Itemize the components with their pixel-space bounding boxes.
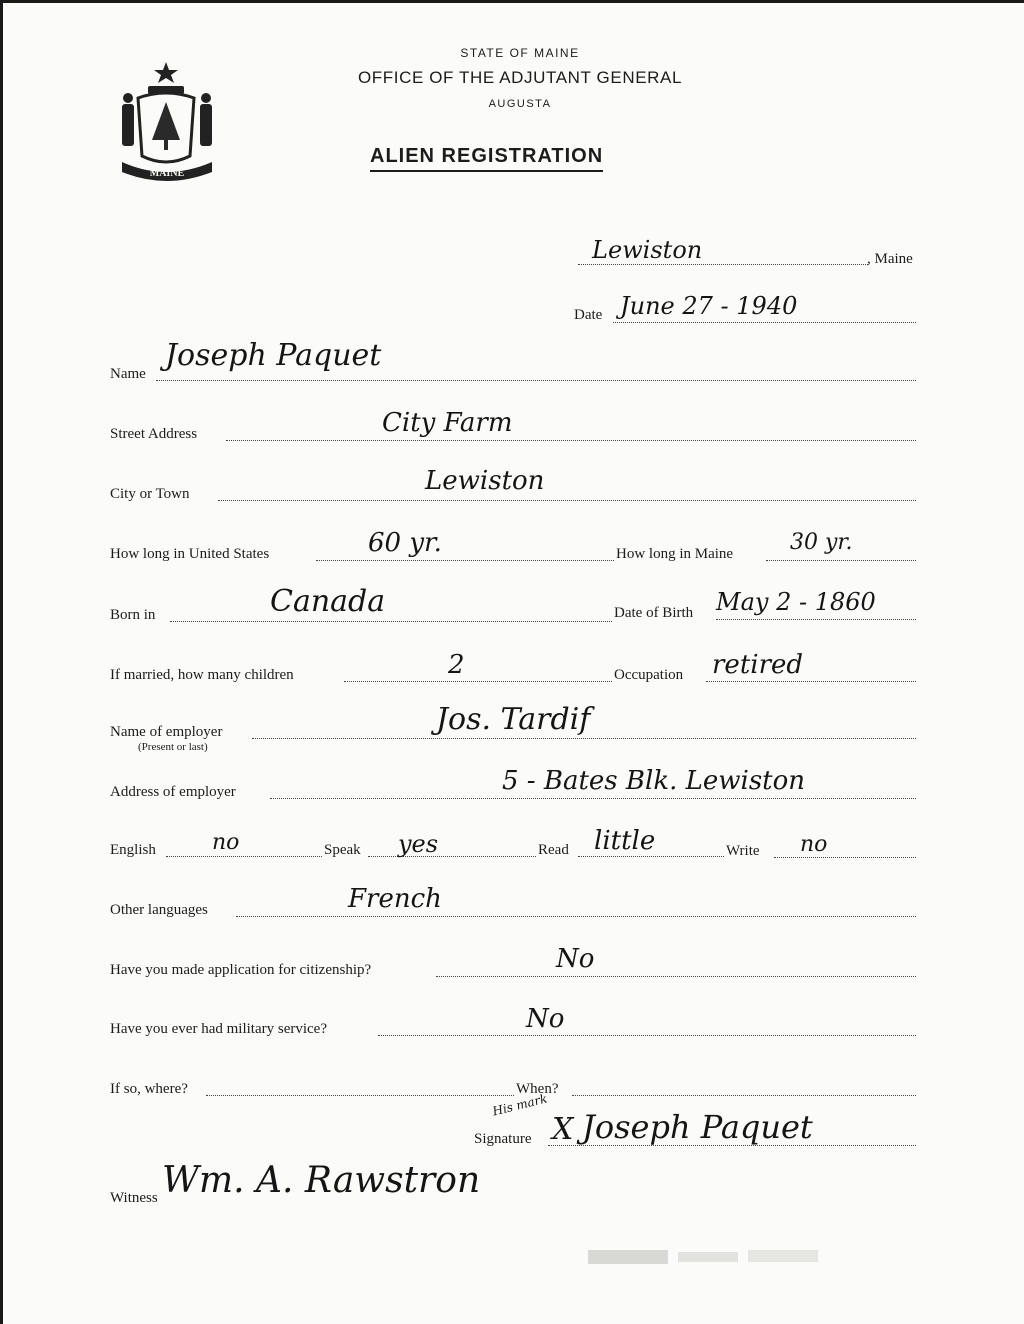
scan-edge-top <box>0 0 1024 3</box>
city-label: City or Town <box>110 486 190 502</box>
maine-state-seal-icon <box>108 58 228 188</box>
read-label: Read <box>538 842 569 858</box>
form-title: ALIEN REGISTRATION <box>370 145 603 172</box>
seal-farmer-figure <box>122 104 134 146</box>
witness-label: Witness <box>110 1190 158 1206</box>
city-value: Lewiston <box>425 466 545 496</box>
born-value: Canada <box>270 584 386 619</box>
where-line <box>206 1095 514 1096</box>
english-line <box>166 856 322 857</box>
seal-farmer-head <box>123 93 133 103</box>
english-value: no <box>212 830 240 855</box>
when-label: When? <box>516 1081 559 1097</box>
occupation-value: retired <box>712 650 804 680</box>
born-label: Born in <box>110 607 156 623</box>
witness-value: Wm. A. Rawstron <box>162 1160 481 1201</box>
speak-value: yes <box>398 830 439 858</box>
other-languages-label: Other languages <box>110 902 208 918</box>
place-line <box>578 264 868 265</box>
his-mark-note: His mark <box>491 1091 549 1119</box>
place-suffix: , Maine <box>867 251 913 267</box>
occupation-label: Occupation <box>614 667 684 683</box>
write-value: no <box>800 832 828 857</box>
maine-years-value: 30 yr. <box>790 530 853 555</box>
place-value: Lewiston <box>592 236 703 264</box>
dob-line <box>716 619 916 620</box>
dob-label: Date of Birth <box>614 605 694 621</box>
office-heading: OFFICE OF THE ADJUTANT GENERAL <box>357 68 683 87</box>
employer-label: Name of employer <box>110 724 223 740</box>
citizenship-value: No <box>556 944 595 974</box>
military-label: Have you ever had military service? <box>110 1021 327 1037</box>
english-label: English <box>110 842 156 858</box>
seal-star <box>154 62 178 83</box>
street-value: City Farm <box>382 408 513 438</box>
dob-value: May 2 - 1860 <box>716 588 876 616</box>
employer-address-value: 5 - Bates Blk. Lewiston <box>502 766 806 796</box>
other-languages-value: French <box>348 884 442 914</box>
speak-label: Speak <box>324 842 361 858</box>
street-label: Street Address <box>110 426 198 442</box>
city-line <box>218 500 916 501</box>
name-label: Name <box>110 366 146 382</box>
read-value: little <box>594 826 656 856</box>
born-line <box>170 621 612 622</box>
scan-edge-left <box>0 0 3 1324</box>
children-value: 2 <box>448 650 465 680</box>
other-languages-line <box>236 916 916 917</box>
name-value: Joseph Paquet <box>165 338 382 373</box>
where-label: If so, where? <box>110 1081 188 1097</box>
employer-address-label: Address of employer <box>110 784 236 800</box>
signature-value: Joseph Paquet <box>582 1108 813 1146</box>
maine-years-label: How long in Maine <box>616 546 734 562</box>
citizenship-line <box>436 976 916 977</box>
us-years-value: 60 yr. <box>368 528 442 558</box>
when-line <box>572 1095 916 1096</box>
write-label: Write <box>726 843 760 859</box>
employer-line <box>252 738 916 739</box>
military-line <box>378 1035 916 1036</box>
street-line <box>226 440 916 441</box>
read-line <box>578 856 724 857</box>
seal-pine-tree <box>152 102 180 140</box>
date-label: Date <box>574 307 603 323</box>
citizenship-label: Have you made application for citizenship? <box>110 962 372 978</box>
us-years-line <box>316 560 614 561</box>
children-line <box>344 681 612 682</box>
city-heading: AUGUSTA <box>488 98 552 110</box>
date-value: June 27 - 1940 <box>620 292 798 320</box>
maine-years-line <box>766 560 916 561</box>
write-line <box>774 857 916 858</box>
state-heading: STATE OF MAINE <box>460 46 580 60</box>
seal-ribbon-text: MAINE <box>149 168 185 179</box>
employer-value: Jos. Tardif <box>436 702 591 737</box>
occupation-line <box>706 681 916 682</box>
children-label: If married, how many children <box>110 667 294 683</box>
faint-archive-stamp <box>588 1246 828 1270</box>
employer-address-line <box>270 798 916 799</box>
seal-seaman-figure <box>200 104 212 146</box>
name-line <box>156 380 916 381</box>
date-line <box>613 322 916 323</box>
speak-line <box>368 856 536 857</box>
employer-sublabel: (Present or last) <box>138 741 208 753</box>
us-years-label: How long in United States <box>110 546 270 562</box>
signature-label: Signature <box>474 1131 532 1147</box>
seal-seaman-head <box>201 93 211 103</box>
military-value: No <box>526 1004 565 1034</box>
signature-mark: X <box>552 1112 574 1147</box>
